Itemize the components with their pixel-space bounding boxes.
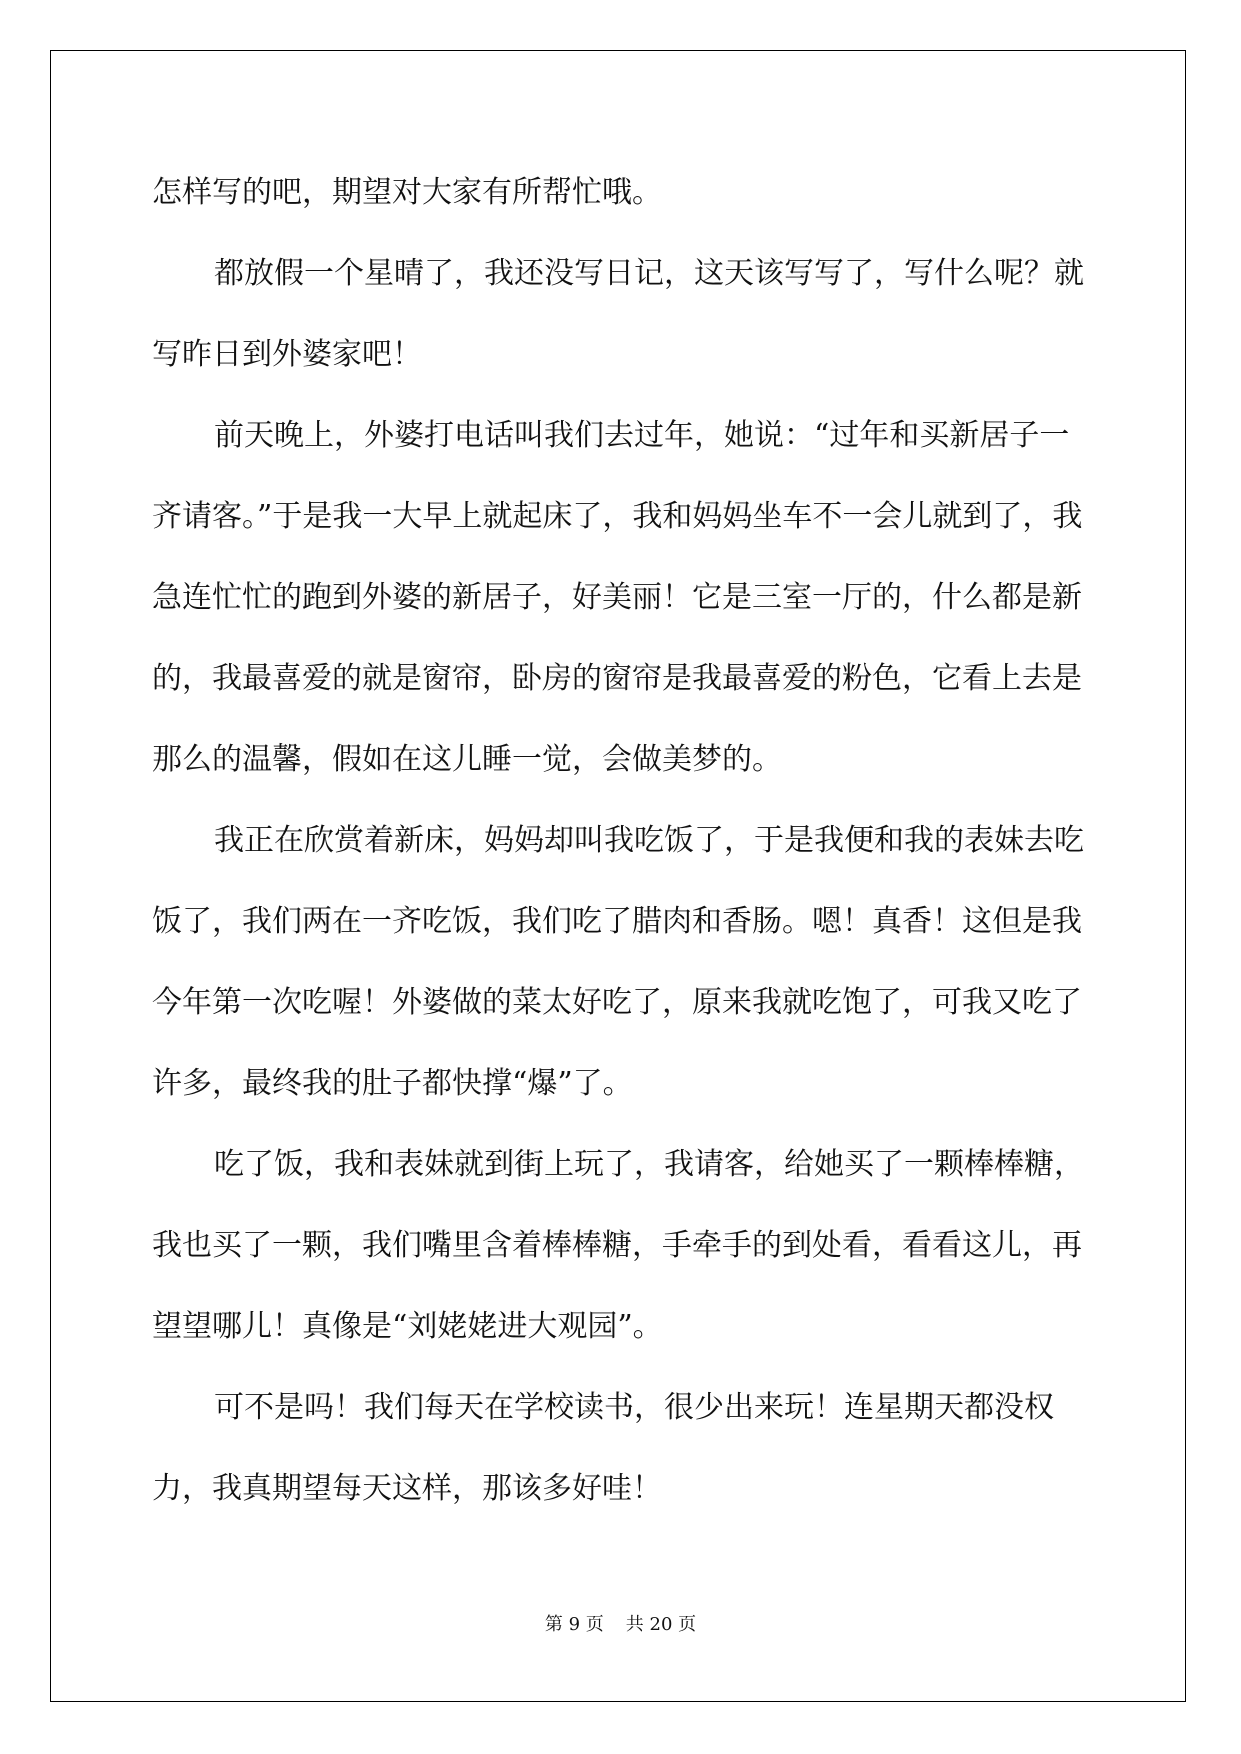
document-body: [152, 152, 1092, 1529]
paragraph-3: 前天晚上，外婆打电话叫我们去过年，她说：“过年和买新居子一齐请客。”于是我一大早上就起床了，我和妈妈坐车不一会儿就到了，我急连忙忙的跑到外婆的新居子，好美丽！它是三室一厅的，什么都是新的，我最喜爱的就是窗帘，卧房的窗帘是我最喜爱的粉色，它看上去是那么的温馨，假如在这儿睡一觉，会做美梦的。: [152, 418, 1083, 777]
paragraph-1: 怎样写的吧，期望对大家有所帮忙哦。: [152, 175, 662, 210]
paragraph-5: 吃了饭，我和表妹就到街上玩了，我请客，给她买了一颗棒棒糖，我也买了一颗，我们嘴里含着棒棒糖，手牵手的到处看，看看这儿，再望望哪儿！真像是“刘姥姥进大观园”。: [152, 1147, 1084, 1344]
paragraph-4: 我正在欣赏着新床，妈妈却叫我吃饭了，于是我便和我的表妹去吃饭了，我们两在一齐吃饭，我们吃了腊肉和香肠。嗯！真香！这但是我今年第一次吃喔！外婆做的菜太好吃了，原来我就吃饱了，可我又吃了许多，最终我的肚子都快撑“爆”了。: [152, 823, 1084, 1101]
paragraph-6: 可不是吗！我们每天在学校读书，很少出来玩！连星期天都没权力，我真期望每天这样，那该多好哇！: [152, 1390, 1054, 1506]
page-number: 第 9 页: [544, 1614, 604, 1635]
page-footer: [0, 1610, 1241, 1636]
paragraph-2: 都放假一个星晴了，我还没写日记，这天该写写了，写什么呢？就写昨日到外婆家吧！: [152, 256, 1084, 372]
page-total: 共 20 页: [625, 1614, 697, 1635]
